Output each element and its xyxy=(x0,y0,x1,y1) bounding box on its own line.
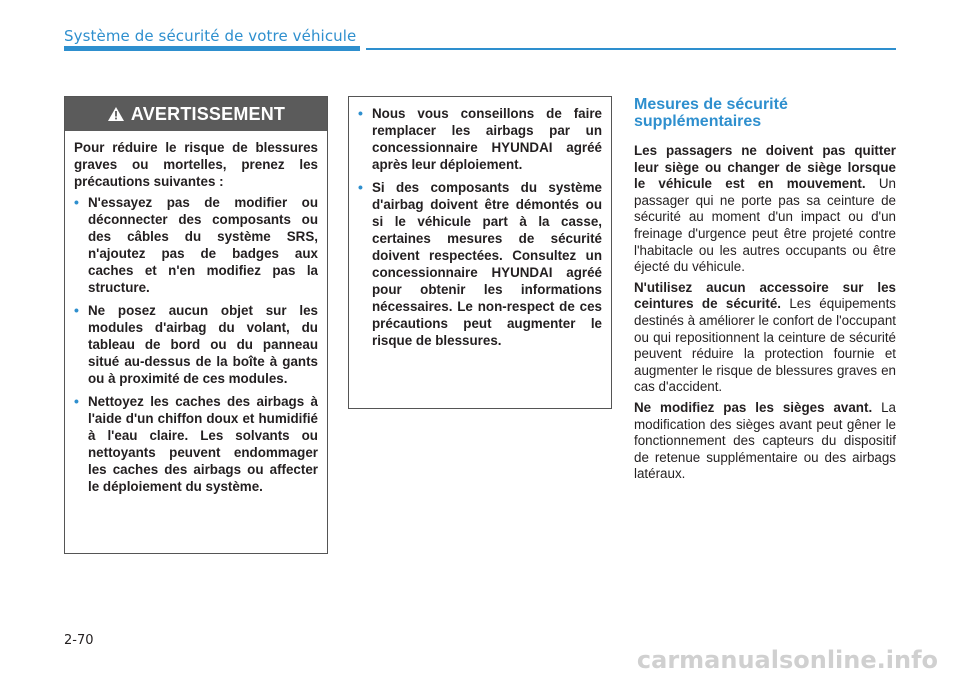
section-column xyxy=(634,96,896,487)
paragraph-text: Les équipements destinés à améliorer le confort de l'occupant ou qui repositionnent la ceinture de sécurité peuvent réduire la protection fournie et augmenter le risque de blessures graves en cas d'accident. xyxy=(634,296,896,395)
section-paragraph xyxy=(634,280,896,396)
page-header-title: Système de sécurité de votre véhicule xyxy=(64,27,357,45)
section-title: Mesures de sécurité supplémentaires xyxy=(634,96,788,130)
bullet-dot-icon: • xyxy=(74,393,79,409)
header-rule-thick xyxy=(64,46,360,51)
warning-header xyxy=(65,97,327,131)
warning-bullet xyxy=(358,105,602,173)
header-rule-thin xyxy=(366,48,896,50)
warning-bullet-text: Si des composants du système d'airbag doivent être démontés ou si le véhicule part à la casse, certaines mesures de sécurité doivent respectées. Consultez un concessionnaire HYUNDAI agréé pour obtenir les informations nécessaires. Le non-respect de ces précautions peut augmenter le risque de blessures. xyxy=(372,180,602,348)
warning-bullet-text: N'essayez pas de modifier ou déconnecter des composants ou des câbles du système SRS, n'ajoutez pas de badges aux caches et n'en modifiez pas la structure. xyxy=(88,195,318,295)
warning-bullet xyxy=(74,302,318,387)
warning-triangle-icon xyxy=(107,106,125,122)
paragraph-lead: N'utilisez aucun accessoire sur les ceintures de sécurité. xyxy=(634,279,896,312)
section-paragraph xyxy=(634,143,896,276)
paragraph-text: Un passager qui ne porte pas sa ceinture de sécurité au moment d'un impact ou d'un freinage d'urgence peut être projeté contre l'habitacle ou les autres occupants ou être éjecté du véhicule. xyxy=(634,176,896,275)
bullet-dot-icon: • xyxy=(74,302,79,318)
warning-box xyxy=(64,96,328,554)
warning-intro: Pour réduire le risque de blessures graves ou mortelles, prenez les précautions suivantes : xyxy=(74,140,318,189)
warning-bullet-text: Nous vous conseillons de faire remplacer les airbags par un concessionnaire HYUNDAI agréé après leur déploiement. xyxy=(372,106,602,172)
bullet-dot-icon: • xyxy=(358,179,363,195)
paragraph-lead: Les passagers ne doivent pas quitter leur siège ou changer de siège lorsque le véhicule est en mouvement. xyxy=(634,143,896,192)
warning-bullet-text: Ne posez aucun objet sur les modules d'airbag du volant, du tableau de bord ou du panneau situé au-dessus de la boîte à gants ou à proximité de ces modules. xyxy=(88,303,318,386)
paragraph-lead: Ne modifiez pas les sièges avant. xyxy=(634,399,873,415)
warning-bullet-text: Nettoyez les caches des airbags à l'aide d'un chiffon doux et humidifié à l'eau claire. Les solvants ou nettoyants peuvent endommager les caches des airbags ou affecter le déploiement du système. xyxy=(88,394,318,494)
warning-bullet xyxy=(74,194,318,296)
warning-continued-box xyxy=(348,96,612,409)
page-number: 2-70 xyxy=(64,633,94,648)
warning-bullet xyxy=(358,179,602,349)
bullet-dot-icon: • xyxy=(358,105,363,121)
warning-title: AVERTISSEMENT xyxy=(130,103,286,124)
warning-bullet xyxy=(74,393,318,495)
paragraph-text: La modification des sièges avant peut gêner le fonctionnement des capteurs du dispositif de retenue supplémentaire ou des airbags latéraux. xyxy=(634,399,896,482)
section-paragraph xyxy=(634,400,896,483)
bullet-dot-icon: • xyxy=(74,194,79,210)
watermark: carmanualsonline.info xyxy=(636,646,938,674)
